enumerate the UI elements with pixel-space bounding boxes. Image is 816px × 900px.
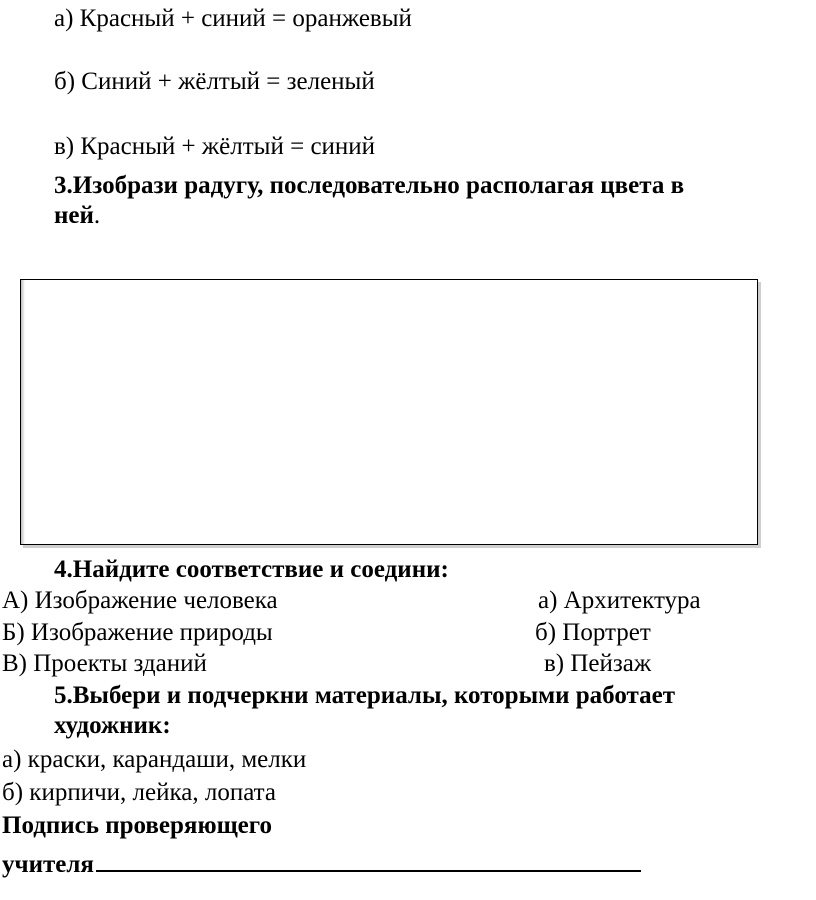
signature-label-line1: Подпись проверяющего (2, 812, 272, 839)
q4-title: 4.Найдите соответствие и соедини: (54, 556, 449, 583)
q3-title-line2 (54, 201, 100, 231)
q3-title-period: . (93, 202, 101, 229)
q5-option-a: а) краски, карандаши, мелки (2, 746, 307, 773)
q4-right-a: а) Архитектура (538, 587, 701, 614)
q2-option-c: в) Красный + жёлтый = синий (54, 133, 376, 160)
q4-right-c: в) Пейзаж (544, 650, 652, 677)
q4-left-c: В) Проекты зданий (2, 650, 207, 677)
box-left-shading (21, 280, 25, 544)
signature-label-line2: учителя (2, 851, 94, 878)
signature-row (2, 848, 641, 880)
q3-title-word: ней (54, 202, 94, 229)
q4-left-b: Б) Изображение природы (2, 619, 273, 646)
q2-option-b: б) Синий + жёлтый = зеленый (54, 68, 375, 95)
q5-title-line2: художник: (54, 712, 171, 739)
q5-option-b: б) кирпичи, лейка, лопата (2, 779, 276, 806)
q5-title-line1: 5.Выбери и подчеркни материалы, которыми работает (54, 682, 675, 709)
rainbow-drawing-box[interactable] (20, 279, 758, 545)
q4-left-a: А) Изображение человека (2, 587, 278, 614)
q2-option-a: а) Красный + синий = оранжевый (54, 5, 412, 32)
q4-right-b: б) Портрет (535, 619, 651, 646)
signature-line[interactable] (96, 848, 641, 872)
q3-title-line1: 3.Изобрази радугу, последовательно располагая цвета в (54, 172, 685, 199)
